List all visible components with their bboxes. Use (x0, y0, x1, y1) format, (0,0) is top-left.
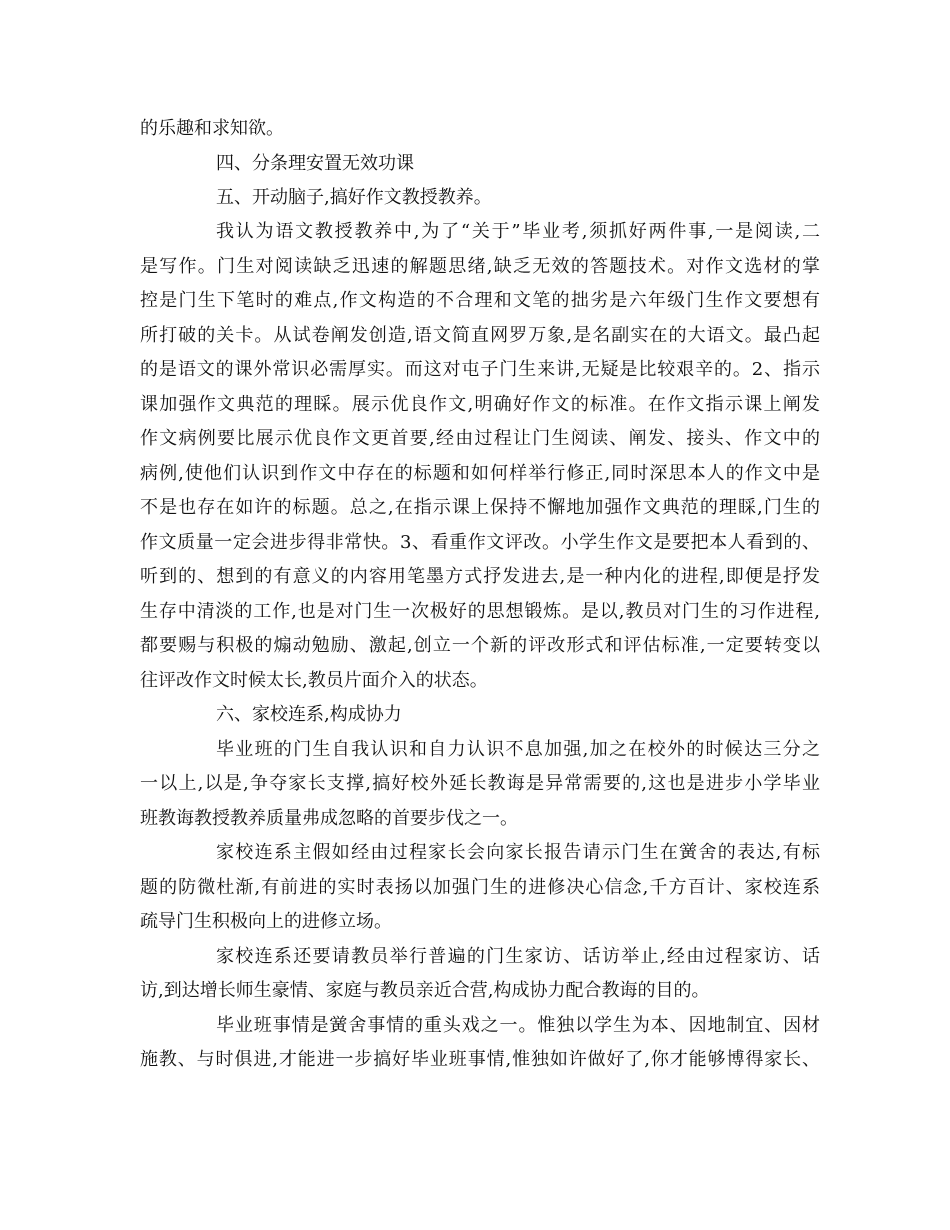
text-line: 作文质量一定会进步得非常快。3、看重作文评改。小学生作文是要把本人看到的、 (140, 532, 820, 553)
text-line: 家校连系还要请教员举行普遍的门生家访、话访举止,经由过程家访、话 (216, 946, 820, 967)
text-line: 病例,使他们认识到作文中存在的标题和如何样举行修正,同时深思本人的作文中是 (140, 463, 820, 484)
section-heading: 四、分条理安置无效功课 (216, 153, 414, 174)
text-line: 疏导门生积极向上的进修立场。 (140, 911, 392, 932)
text-line: 作文病例要比展示优良作文更首要,经由过程让门生阅读、阐发、接头、作文中的 (140, 428, 820, 449)
text-line: 不是也存在如许的标题。总之,在指示课上保持不懈地加强作文典范的理睬,门生的 (140, 497, 820, 518)
text-line: 毕业班的门生自我认识和自力认识不息加强,加之在校外的时候达三分之 (216, 739, 820, 760)
text-line: 所打破的关卡。从试卷阐发创造,语文简直网罗万象,是名副实在的大语文。最凸起 (140, 325, 820, 346)
text-line: 生存中清淡的工作,也是对门生一次极好的思想锻炼。是以,教员对门生的习作进程, (140, 601, 820, 622)
text-line: 是写作。门生对阅读缺乏迅速的解题思绪,缺乏无效的答题技术。对作文选材的掌 (140, 256, 820, 277)
text-line: 都要赐与积极的煽动勉励、激起,创立一个新的评改形式和评估标准,一定要转变以 (140, 635, 820, 656)
text-line: 课加强作文典范的理睬。展示优良作文,明确好作文的标准。在作文指示课上阐发 (140, 394, 820, 415)
text-line: 听到的、想到的有意义的内容用笔墨方式抒发进去,是一种内化的进程,即便是抒发 (140, 566, 820, 587)
text-line: 往评改作文时候太长,教员片面介入的状态。 (140, 670, 488, 691)
text-line: 家校连系主假如经由过程家长会向家长报告请示门生在黉舍的表达,有标 (216, 842, 820, 863)
text-line: 班教诲教授教养质量弗成忽略的首要步伐之一。 (140, 808, 518, 829)
text-line: 的是语文的课外常识必需厚实。而这对屯子门生来讲,无疑是比较艰辛的。2、指示 (140, 359, 820, 380)
text-line: 题的防微杜渐,有前进的实时表扬以加强门生的进修决心信念,千方百计、家校连系 (140, 877, 820, 898)
text-line: 访,到达增长师生豪情、家庭与教员亲近合营,构成协力配合教诲的目的。 (140, 980, 710, 1001)
text-line: 一以上,以是,争夺家长支撑,搞好校外延长教诲是异常需要的,这也是进步小学毕业 (140, 773, 820, 794)
text-line: 施教、与时俱进,才能进一步搞好毕业班事情,惟独如许做好了,你才能够博得家长、 (140, 1049, 820, 1070)
text-line: 我认为语文教授教养中,为了“关于”毕业考,须抓好两件事,一是阅读,二 (216, 221, 820, 242)
text-line: 毕业班事情是黉舍事情的重头戏之一。惟独以学生为本、因地制宜、因材 (216, 1015, 820, 1036)
section-heading: 五、开动脑子,搞好作文教授教养。 (216, 187, 492, 208)
section-heading: 六、家校连系,构成协力 (216, 704, 402, 725)
text-line: 控是门生下笔时的难点,作文构造的不合理和文笔的拙劣是六年级门生作文要想有 (140, 290, 820, 311)
text-line: 的乐趣和求知欲。 (140, 118, 284, 139)
